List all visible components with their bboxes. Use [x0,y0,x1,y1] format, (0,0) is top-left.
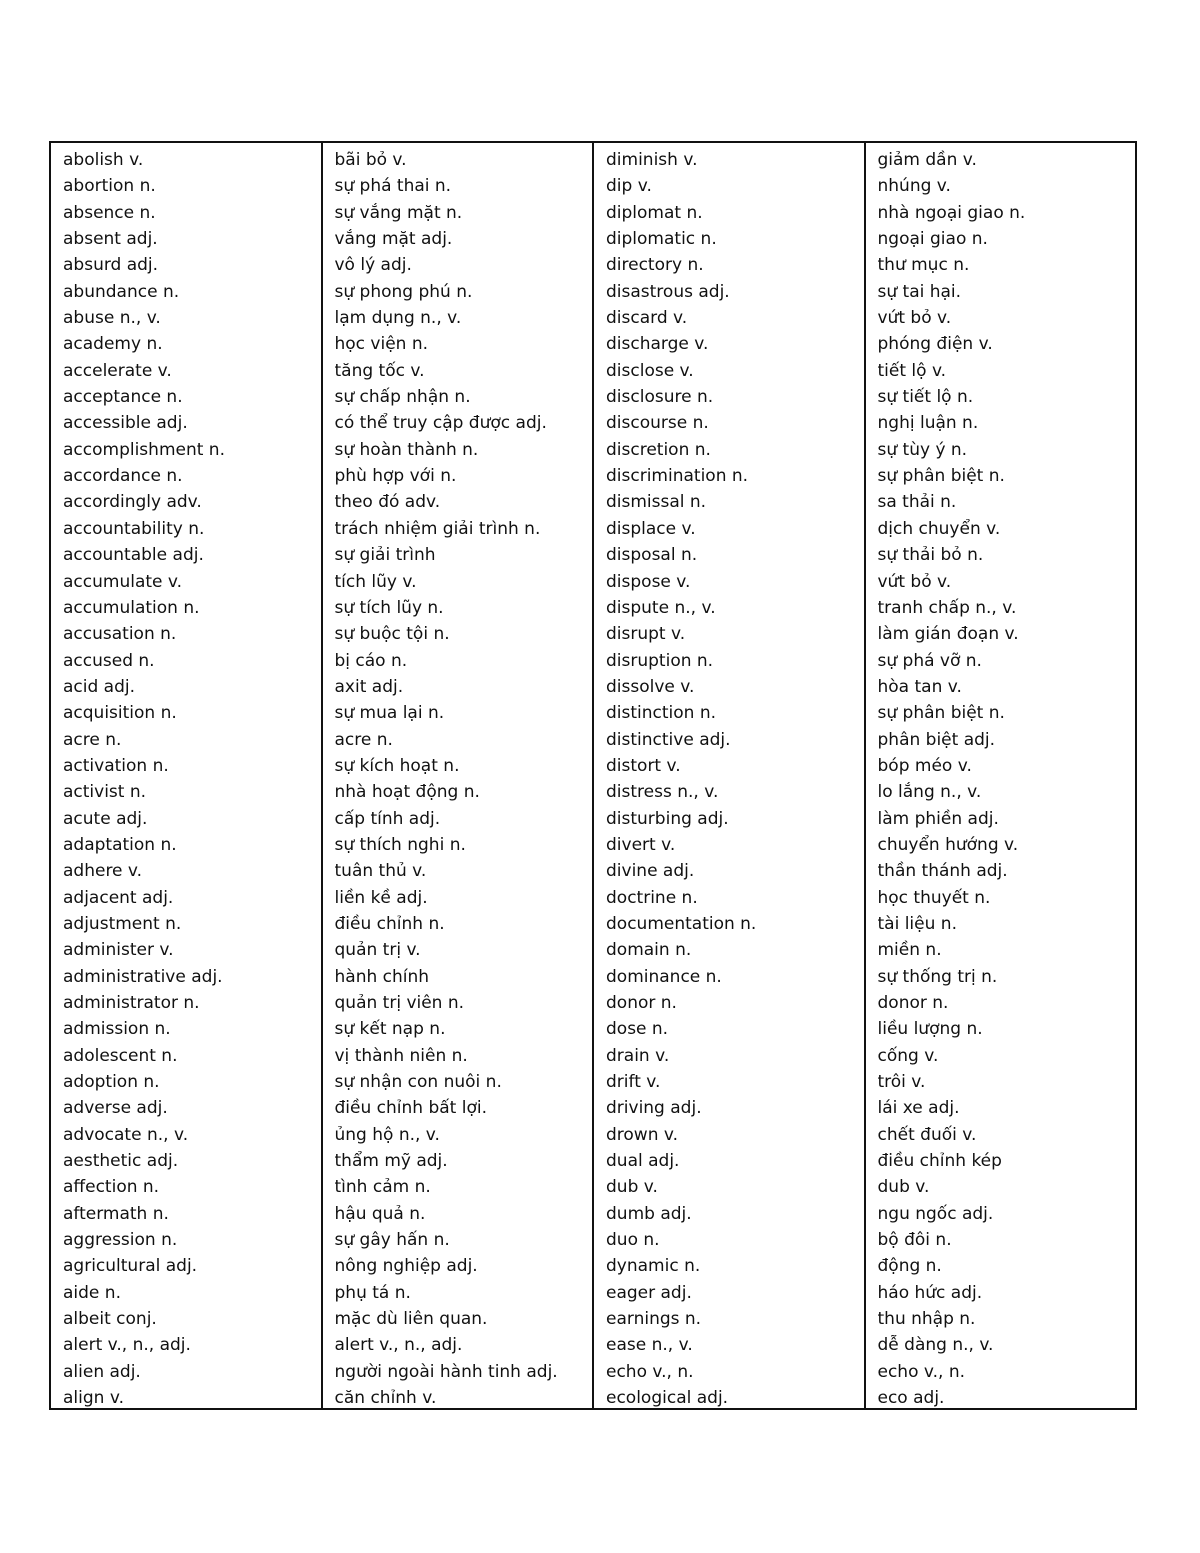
vocab-entry: accountable adj. [63,545,204,566]
vocab-entry: disastrous adj. [606,281,730,302]
vocab-entry: giảm dần v. [877,150,977,170]
vocab-entry: làm gián đoạn v. [877,624,1019,645]
vocab-entry: diplomatic n. [606,229,717,250]
vocab-entry: thu nhập n. [877,1309,976,1330]
vocab-entry: absence n. [63,202,156,223]
vocab-entry: abundance n. [63,281,180,302]
vocab-entry: discharge v. [606,334,709,355]
vietnamese-column-a [323,143,595,1408]
vocab-entry: dominance n. [606,966,722,987]
vocab-entry: căn chỉnh v. [334,1388,437,1408]
vocab-entry: thần thánh adj. [877,861,1008,882]
vocab-entry: cấp tính adj. [334,808,441,829]
vocab-entry: vô lý adj. [334,255,412,276]
vocab-entry: tuân thủ v. [334,861,427,882]
vocab-entry: align v. [63,1388,124,1408]
vocab-entry: dose n. [606,1019,669,1040]
vocab-entry: sự chấp nhận n. [334,387,471,408]
vocab-entry: administrator n. [63,993,200,1013]
vocab-entry: directory n. [606,255,704,276]
vocab-entry: lo lắng n., v. [877,782,982,803]
vocab-entry: dễ dàng n., v. [877,1335,994,1356]
vocab-entry: phóng điện v. [877,334,993,355]
vocab-entry: eco adj. [877,1388,945,1408]
vocab-entry: điều chỉnh bất lợi. [334,1098,487,1119]
vocab-entry: disclosure n. [606,387,714,408]
vocab-entry: discard v. [606,308,688,329]
vocab-entry: acre n. [334,729,393,750]
vocab-entry: có thể truy cập được adj. [334,413,547,434]
vocab-entry: dual adj. [606,1151,680,1172]
vocab-entry: sự thống trị n. [877,966,998,987]
vocab-entry: discretion n. [606,439,711,460]
vocab-entry: accelerate v. [63,360,172,381]
vocab-entry: hòa tan v. [877,676,962,697]
english-col-2-list [606,147,864,1408]
vocab-entry: sự thải bỏ n. [877,545,984,566]
vocab-entry: cống v. [877,1045,939,1066]
vocab-entry: điều chỉnh n. [334,913,445,934]
vocab-entry: tăng tốc v. [334,360,425,381]
vocab-entry: dub v. [877,1177,930,1198]
vocab-entry: adhere v. [63,861,143,882]
vocab-entry: thư mục n. [877,255,970,276]
vocab-entry: sự tiết lộ n. [877,387,974,408]
vocab-entry: sự thích nghi n. [334,834,466,855]
english-column-b [594,143,866,1408]
vocab-entry: echo v., n. [877,1361,966,1382]
vocab-entry: academy n. [63,334,163,355]
vocab-entry: học viện n. [334,334,429,355]
english-col-1-list [63,147,321,1408]
vocab-entry: sự tùy ý n. [877,439,968,460]
vocab-entry: adverse adj. [63,1098,168,1119]
vocab-entry: sự gây hấn n. [334,1230,450,1251]
vocab-entry: aesthetic adj. [63,1151,179,1172]
vocab-entry: disposal n. [606,545,698,566]
vocab-entry: nghị luận n. [877,413,979,434]
vocab-entry: sự phá vỡ n. [877,650,982,671]
vocab-entry: dynamic n. [606,1256,701,1277]
vocab-entry: displace v. [606,518,696,539]
vocab-entry: nhúng v. [877,176,951,197]
vocab-entry: alert v., n., adj. [63,1335,191,1356]
vocab-entry: theo đó adv. [334,492,441,513]
vocab-entry: advocate n., v. [63,1124,189,1145]
vocab-entry: điều chỉnh kép [877,1151,1002,1172]
vocab-entry: accountability n. [63,518,205,539]
vocab-entry: donor n. [606,993,677,1013]
vocab-entry: accordance n. [63,466,183,487]
vocab-entry: agricultural adj. [63,1256,198,1277]
vocab-entry: accusation n. [63,624,177,645]
vocab-entry: distinction n. [606,703,717,724]
vocab-entry: nhà ngoại giao n. [877,202,1026,223]
vocab-entry: hậu quả n. [334,1203,426,1224]
vocab-entry: distinctive adj. [606,729,731,750]
vocab-entry: driving adj. [606,1098,702,1119]
vocab-entry: acceptance n. [63,387,183,408]
vocab-entry: vắng mặt adj. [334,229,453,250]
vocab-entry: abortion n. [63,176,156,197]
vocab-entry: phụ tá n. [334,1282,411,1303]
vocab-entry: quản trị v. [334,940,421,961]
vocab-entry: abuse n., v. [63,308,161,329]
vocab-entry: chuyển hướng v. [877,834,1019,855]
vocab-entry: disruption n. [606,650,714,671]
vocab-entry: aggression n. [63,1230,178,1251]
vocab-entry: acquisition n. [63,703,177,724]
vocab-entry: accordingly adv. [63,492,202,513]
vocab-entry: acre n. [63,729,122,750]
vocab-entry: chết đuối v. [877,1124,977,1145]
vocab-entry: accessible adj. [63,413,188,434]
vocab-entry: distort v. [606,755,681,776]
vocab-entry: bãi bỏ v. [334,150,407,170]
vocab-entry: phân biệt adj. [877,729,996,750]
vocab-entry: dispose v. [606,571,691,592]
vocab-entry: dịch chuyển v. [877,518,1001,539]
vocab-entry: sự phong phú n. [334,281,473,302]
vocab-entry: diplomat n. [606,202,703,223]
vocab-entry: sự giải trình [334,545,436,566]
vocab-entry: sự phân biệt n. [877,466,1005,487]
vocab-entry: drown v. [606,1124,679,1145]
vocab-entry: dissolve v. [606,676,695,697]
vocab-entry: sự tích lũy n. [334,597,444,618]
vocab-entry: sự hoàn thành n. [334,439,479,460]
vocab-entry: quản trị viên n. [334,993,465,1013]
vocab-entry: thẩm mỹ adj. [334,1151,448,1172]
vocab-entry: bị cáo n. [334,650,408,671]
vietnamese-col-1-list [335,147,593,1408]
vocab-entry: học thuyết n. [877,887,991,908]
vocab-entry: accused n. [63,650,155,671]
vocab-entry: disclose v. [606,360,694,381]
vocab-entry: bóp méo v. [877,755,972,776]
vocab-entry: affection n. [63,1177,160,1198]
vocab-entry: hành chính [334,966,430,987]
vocab-entry: tài liệu n. [877,913,957,934]
vocab-entry: drain v. [606,1045,670,1066]
vocab-entry: admission n. [63,1019,171,1040]
vocab-entry: disturbing adj. [606,808,729,829]
vocab-entry: ngoại giao n. [877,229,988,250]
vocab-entry: vứt bỏ v. [877,308,952,329]
vocab-entry: absurd adj. [63,255,159,276]
vocab-entry: abolish v. [63,150,144,170]
vocab-entry: alert v., n., adj. [334,1335,463,1356]
vocab-entry: sự mua lại n. [334,703,445,724]
vocab-entry: distress n., v. [606,782,719,803]
vocab-entry: dumb adj. [606,1203,692,1224]
vocab-entry: miền n. [877,940,942,961]
vocab-entry: aftermath n. [63,1203,169,1224]
vocab-entry: ủng hộ n., v. [334,1124,440,1145]
vocab-entry: liền kề adj. [334,887,428,908]
vocab-entry: administrative adj. [63,966,223,987]
vocab-entry: adjustment n. [63,913,182,934]
vocab-entry: domain n. [606,940,692,961]
vocab-entry: activist n. [63,782,147,803]
vocab-entry: sự phân biệt n. [877,703,1005,724]
vietnamese-col-2-list [878,147,1136,1408]
vocab-entry: dub v. [606,1177,658,1198]
vocab-entry: drift v. [606,1072,661,1093]
vocab-entry: tình cảm n. [334,1177,431,1198]
vocab-entry: trách nhiệm giải trình n. [334,518,541,539]
vocab-entry: eager adj. [606,1282,692,1303]
vocab-entry: sự phá thai n. [334,176,452,197]
vocab-entry: vị thành niên n. [334,1045,468,1066]
vocab-entry: ease n., v. [606,1335,693,1356]
vocab-entry: trôi v. [877,1072,926,1093]
vocab-entry: adjacent adj. [63,887,174,908]
vocab-entry: động n. [877,1256,942,1277]
vocab-entry: tranh chấp n., v. [877,597,1017,618]
vocabulary-table [49,141,1137,1410]
vocab-entry: lái xe adj. [877,1098,960,1119]
vocab-entry: liều lượng n. [877,1019,983,1040]
vocab-entry: accomplishment n. [63,439,225,460]
vocab-entry: tích lũy v. [334,571,417,592]
vocab-entry: donor n. [877,993,949,1013]
vocab-entry: divert v. [606,834,676,855]
vocab-entry: acute adj. [63,808,148,829]
vocab-entry: doctrine n. [606,887,698,908]
vocab-entry: ngu ngốc adj. [877,1203,994,1224]
vocab-entry: duo n. [606,1230,660,1251]
vocab-entry: sự nhận con nuôi n. [334,1072,502,1093]
vocab-entry: dip v. [606,176,652,197]
vocab-entry: tiết lộ v. [877,360,947,381]
vocab-entry: discourse n. [606,413,709,434]
vocab-entry: nông nghiệp adj. [334,1256,478,1277]
vocab-entry: dismissal n. [606,492,707,513]
vocab-entry: administer v. [63,940,174,961]
vocab-entry: nhà hoạt động n. [334,782,480,803]
vocab-entry: accumulate v. [63,571,183,592]
vocab-entry: phù hợp với n. [334,466,457,487]
vocab-entry: absent adj. [63,229,158,250]
vocab-entry: làm phiền adj. [877,808,999,829]
vocab-entry: acid adj. [63,676,136,697]
vocab-entry: aide n. [63,1282,121,1303]
vocab-entry: documentation n. [606,913,757,934]
vocab-entry: disrupt v. [606,624,686,645]
vocab-entry: sự kích hoạt n. [334,755,460,776]
vocab-entry: sự kết nạp n. [334,1019,446,1040]
vocab-entry: sự tai hại. [877,281,962,302]
vocab-entry: sự vắng mặt n. [334,202,463,223]
english-column-a [51,143,323,1408]
vocab-entry: divine adj. [606,861,695,882]
vocab-entry: người ngoài hành tinh adj. [334,1361,558,1382]
vocab-entry: adaptation n. [63,834,177,855]
vocab-entry: sa thải n. [877,492,957,513]
vocab-entry: háo hức adj. [877,1282,983,1303]
vocab-entry: earnings n. [606,1309,702,1330]
vocab-entry: albeit conj. [63,1309,157,1330]
vocab-entry: vứt bỏ v. [877,571,952,592]
vocab-entry: lạm dụng n., v. [334,308,462,329]
vocab-entry: mặc dù liên quan. [334,1309,488,1330]
vocab-entry: adoption n. [63,1072,160,1093]
vocab-entry: accumulation n. [63,597,200,618]
vocab-entry: activation n. [63,755,169,776]
vocab-entry: adolescent n. [63,1045,178,1066]
vocab-entry: diminish v. [606,150,698,170]
vocab-entry: echo v., n. [606,1361,694,1382]
vocab-entry: discrimination n. [606,466,749,487]
vocab-entry: alien adj. [63,1361,141,1382]
vocab-entry: axit adj. [334,676,404,697]
vocab-entry: dispute n., v. [606,597,716,618]
vocab-entry: bộ đôi n. [877,1230,952,1251]
vocab-entry: sự buộc tội n. [334,624,450,645]
vocab-entry: ecological adj. [606,1388,729,1408]
vietnamese-column-b [866,143,1136,1408]
